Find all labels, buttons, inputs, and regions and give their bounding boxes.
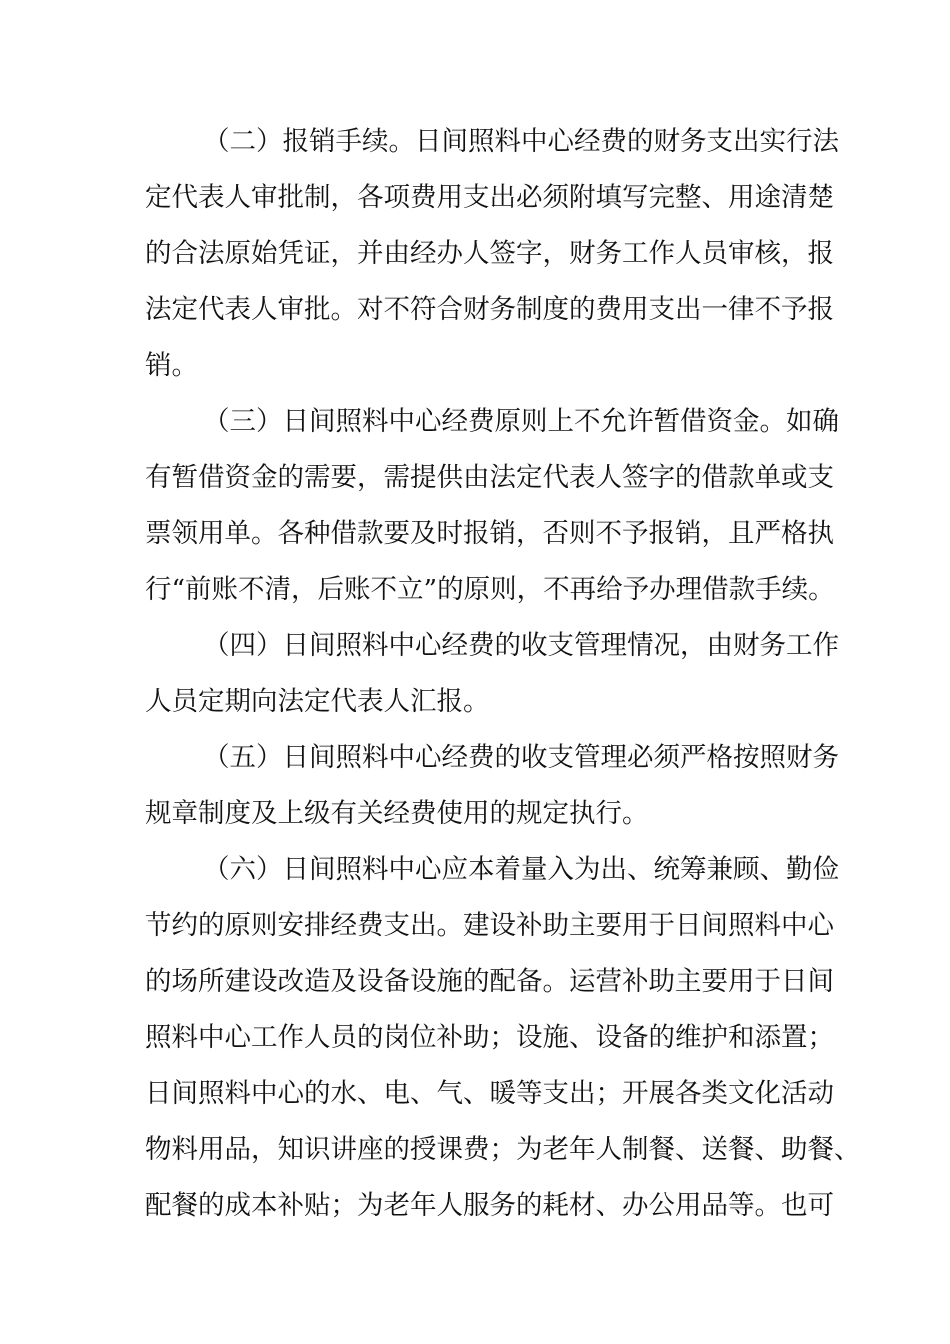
paragraph-line: 销。 xyxy=(145,350,198,381)
paragraph-line: 有暂借资金的需要，需提供由法定代表人签字的借款单或支 xyxy=(145,462,834,493)
paragraph-line: 节约的原则安排经费支出。建设补助主要用于日间照料中心 xyxy=(145,910,834,941)
paragraph-line: 照料中心工作人员的岗位补助；设施、设备的维护和添置； xyxy=(145,1022,834,1053)
paragraph-line: 定代表人审批制，各项费用支出必须附填写完整、用途清楚 xyxy=(145,182,834,213)
paragraph-line: 人员定期向法定代表人汇报。 xyxy=(145,686,490,717)
paragraph-line: 法定代表人审批。对不符合财务制度的费用支出一律不予报 xyxy=(145,294,834,325)
paragraph-line: 规章制度及上级有关经费使用的规定执行。 xyxy=(145,798,649,829)
paragraph-line: （四）日间照料中心经费的收支管理情况，由财务工作 xyxy=(203,630,839,661)
paragraph-line: 物料用品，知识讲座的授课费；为老年人制餐、送餐、助餐、 xyxy=(145,1134,861,1165)
paragraph-line: 票领用单。各种借款要及时报销，否则不予报销，且严格执 xyxy=(145,518,834,549)
paragraph-line: （五）日间照料中心经费的收支管理必须严格按照财务 xyxy=(203,742,839,773)
paragraph-line: 日间照料中心的水、电、气、暖等支出；开展各类文化活动 xyxy=(145,1078,834,1109)
paragraph-line: 的合法原始凭证，并由经办人签字，财务工作人员审核，报 xyxy=(145,238,834,269)
paragraph-line: 的场所建设改造及设备设施的配备。运营补助主要用于日间 xyxy=(145,966,834,997)
paragraph-line: （二）报销手续。日间照料中心经费的财务支出实行法 xyxy=(203,126,839,157)
paragraph-line: （三）日间照料中心经费原则上不允许暂借资金。如确 xyxy=(203,406,839,437)
paragraph-line: 行“前账不清，后账不立”的原则，不再给予办理借款手续。 xyxy=(145,574,835,605)
document-body xyxy=(145,114,861,1234)
paragraph-line: 配餐的成本补贴；为老年人服务的耗材、办公用品等。也可 xyxy=(145,1190,834,1221)
paragraph-line: （六）日间照料中心应本着量入为出、统筹兼顾、勤俭 xyxy=(203,854,839,885)
